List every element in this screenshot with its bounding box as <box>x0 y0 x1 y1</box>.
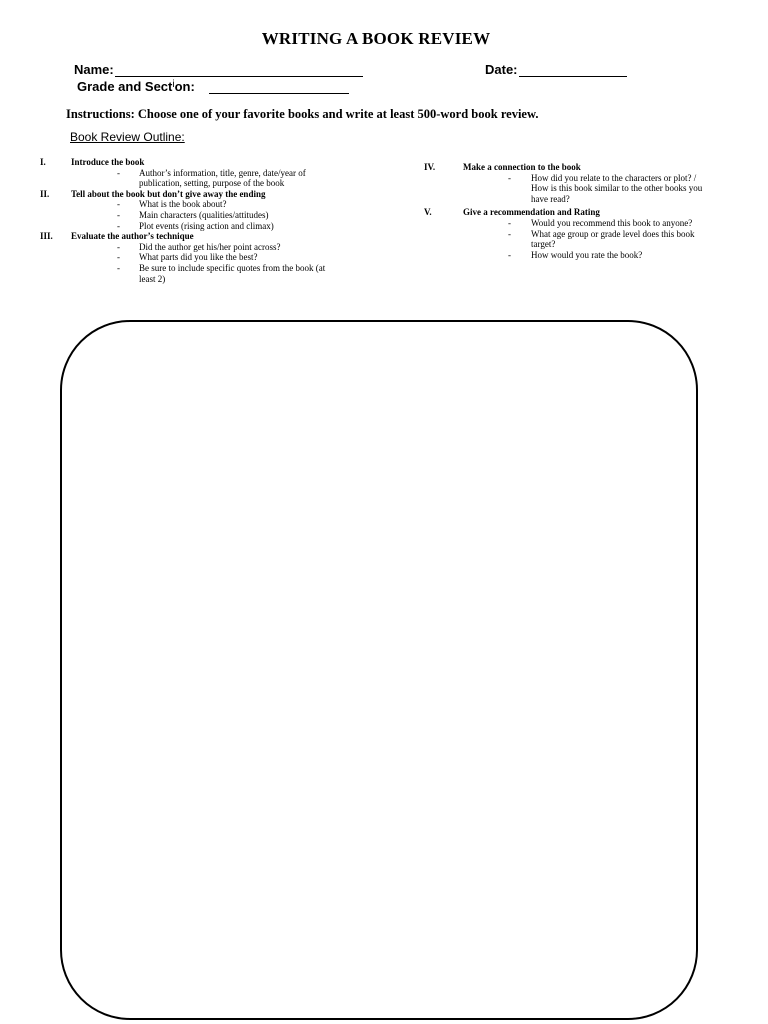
bullet-dash: - <box>117 209 120 220</box>
bullet-line: Author’s information, title, genre, date/year of <box>139 167 306 178</box>
bullet-line: How would you rate the book? <box>531 249 643 260</box>
section-heading: Evaluate the author’s technique <box>71 231 194 242</box>
section-heading: Introduce the book <box>71 157 145 167</box>
outline-bullet <box>117 209 379 221</box>
outline-right-column <box>392 162 768 260</box>
bullet-line: Would you recommend this book to anyone? <box>531 217 693 228</box>
section-heading: Tell about the book but don’t give away the ending <box>71 188 266 199</box>
bullet-dash: - <box>117 252 120 263</box>
outline-bullet <box>117 220 379 232</box>
bullet-dash: - <box>117 167 120 178</box>
grade-section-field <box>77 79 349 94</box>
bullet-line: How is this book similar to the other books you <box>531 183 703 194</box>
bullet-line: What age group or grade level does this book <box>531 228 695 239</box>
name-blank[interactable] <box>115 64 363 77</box>
outline-bullet <box>117 199 379 210</box>
bullet-dash: - <box>508 228 511 239</box>
bullet-dash: - <box>508 172 511 183</box>
outline-bullet <box>508 217 761 229</box>
bullet-dash: - <box>508 249 511 260</box>
date-blank[interactable] <box>519 64 627 77</box>
bullet-dash: - <box>117 262 120 273</box>
section-heading: Make a connection to the book <box>463 162 581 172</box>
name-field <box>74 62 363 77</box>
outline-section-right-1 <box>392 162 768 204</box>
section-numeral: V. <box>424 207 432 218</box>
outline-bullet <box>117 262 379 284</box>
outline-bullet <box>508 249 761 261</box>
bullet-line: Did the author get his/her point across? <box>139 241 281 252</box>
outline-bullet <box>117 252 379 263</box>
section-numeral: I. <box>40 157 46 167</box>
bullet-line: How did you relate to the characters or plot? / <box>531 172 697 183</box>
instructions-text: Instructions: Choose one of your favorite books and write at least 500-word book review. <box>66 107 539 121</box>
section-numeral: IV. <box>424 162 436 172</box>
outline-bullet <box>508 172 761 205</box>
outline-bullet <box>117 167 379 189</box>
grade-section-blank[interactable] <box>209 81 349 94</box>
outline-section-left-1 <box>0 157 380 189</box>
section-numeral: II. <box>40 188 50 199</box>
bullet-line: have read? <box>531 193 570 204</box>
bullet-line: least 2) <box>139 273 166 284</box>
bullet-line: Be sure to include specific quotes from the book (at <box>139 262 326 273</box>
section-numeral: III. <box>40 231 53 242</box>
bullet-line: Main characters (qualities/attitudes) <box>139 209 269 220</box>
bullet-dash: - <box>117 220 120 231</box>
outline-heading: Book Review Outline: <box>70 130 185 144</box>
bullet-line: What is the book about? <box>139 199 227 210</box>
grade-section-label: Grade and Sect$^i$on: <box>77 79 195 94</box>
bullet-dash: - <box>508 217 511 228</box>
date-field <box>485 62 627 77</box>
review-writing-box[interactable] <box>60 320 698 1020</box>
page-title: WRITING A BOOK REVIEW <box>261 29 491 48</box>
outline-section-right-2 <box>392 207 768 260</box>
name-label: Name: <box>74 62 114 77</box>
outline-section-left-3 <box>0 231 380 284</box>
outline-bullet <box>508 228 761 250</box>
date-label: Date: <box>485 62 518 77</box>
bullet-line: What parts did you like the best? <box>139 252 258 263</box>
outline-section-left-2 <box>0 189 380 231</box>
outline-bullet <box>117 241 379 253</box>
bullet-dash: - <box>117 241 120 252</box>
bullet-line: target? <box>531 239 556 250</box>
section-heading: Give a recommendation and Rating <box>463 207 600 218</box>
bullet-line: Plot events (rising action and climax) <box>139 220 274 231</box>
outline-left-column <box>0 157 380 284</box>
bullet-line: publication, setting, purpose of the book <box>139 178 285 189</box>
bullet-dash: - <box>117 199 120 210</box>
